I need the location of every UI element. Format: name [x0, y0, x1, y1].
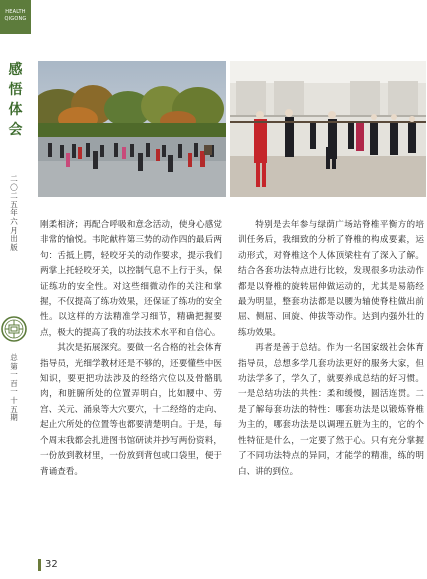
- outdoor-practice-photo: [38, 61, 226, 197]
- brand-line-qigong: QIGONG: [4, 16, 27, 22]
- magazine-brand-badge: [0, 0, 31, 34]
- sidebar: [0, 0, 31, 579]
- body-column-right: [238, 218, 424, 480]
- paragraph: 再者是善于总结。作为一名国家级社会体育指导员，总想多学几套功法更好的服务大家，但功法学多了，学久了，就要养成总结的好习惯。一是总结功法的共性：柔和缓慢，圆活连贯。二是了解每套功法的特性：哪套功法是以锻炼脊椎为主的，哪套功法是以调理五脏为主的，它的个性特征是什么，一定要了然于心。只有充分掌握了不同功法特点的异同，才能学的精准，练的明白、讲的到位。: [238, 343, 424, 477]
- lattice-ornament-icon: [1, 316, 27, 342]
- page-number: 32: [45, 559, 58, 570]
- indoor-practice-photo: [230, 61, 426, 197]
- section-title: 感悟体会: [8, 62, 23, 138]
- issue-number: 总第一百一十五期: [10, 353, 18, 423]
- edition-date: 二〇二五年六月出版: [10, 174, 18, 252]
- paragraph: 刚柔相济；再配合呼吸和意念活动，使身心感觉非常的愉悦。韦陀献杵第三势的动作四的最后两句：舌抵上腭，轻咬牙关的动作要求，提示我们两掌上托轻咬牙关，以控制气息不上行于头，保证练功的安全性。对这些细微动作的关注和掌握，不仅提高了练功效果，还保证了练功的安全性。以这样的方法精准学习细节，精确把握要点，极大的提高了我的功法技术水平和自信心。: [40, 220, 222, 338]
- page-number-marker: [38, 559, 41, 571]
- brand-line-health: HEALTH: [5, 9, 26, 15]
- paragraph: 特别是去年参与绿荫广场站脊椎平衡方的培训任务后，我细致的分析了脊椎的构成要素，运动形式，对脊椎这个人体顶梁柱有了深入了解。结合各套功法特点进行比较，发现很多功法动作都是以脊椎的旋转屈伸做运动的，尤其是易筋经最为明显，整套功法都是以腰为轴使脊柱做出前屈、侧屈、回旋、伸拔等动作。达到内强外壮的练功效果。: [238, 220, 424, 338]
- body-column-left: [40, 218, 222, 480]
- paragraph: 其次是拓展深究。要做一名合格的社会体育指导员，光细学教材还是不够的，还要懂些中医知识，要更把功法涉及的经络穴位以及骨骼肌肉，和脏腑所处的位置弄明白，比如腰中、劳宫、关元、涌泉等大穴要穴，十二经络的走向、起止穴所处的位置等也都要清楚明白。于是，每个周末我都会扎进图书馆研读并抄写两份资料，一份放到教材里，一份放到背包或口袋里，便于背诵查看。: [40, 343, 222, 477]
